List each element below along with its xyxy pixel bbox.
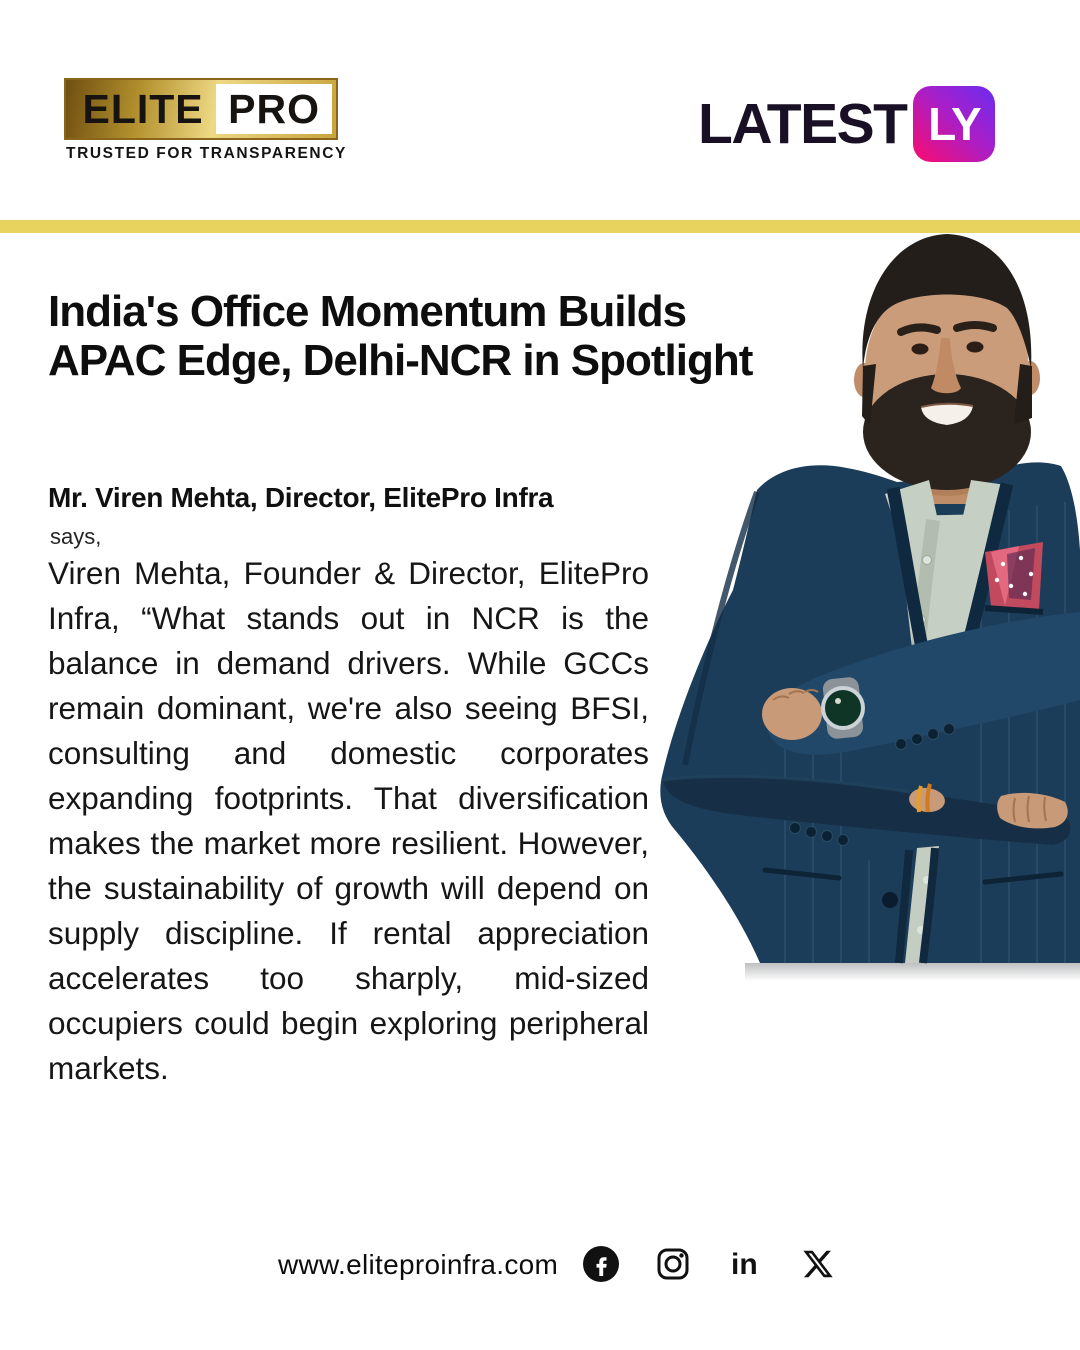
jacket-button <box>882 892 898 908</box>
elitepro-tagline: TRUSTED FOR TRANSPARENCY <box>66 145 347 162</box>
pocket-square <box>985 542 1043 612</box>
says-label: says, <box>50 524 102 549</box>
website-url[interactable]: www.eliteproinfra.com <box>278 1249 559 1280</box>
x-icon[interactable] <box>799 1245 837 1283</box>
headline: India's Office Momentum Builds APAC Edge, Delhi-NCR in Spotlight <box>48 287 753 385</box>
latestly-logo <box>698 84 995 164</box>
linkedin-icon[interactable] <box>726 1245 764 1283</box>
elitepro-logo <box>64 78 338 140</box>
elitepro-logo-elite: ELITE <box>82 85 204 132</box>
eyebrow-right <box>957 325 993 328</box>
instagram-icon[interactable] <box>654 1245 692 1283</box>
eye-left <box>912 344 929 355</box>
byline: Mr. Viren Mehta, Director, ElitePro Infra <box>48 482 554 513</box>
latestly-badge: LY <box>913 86 995 162</box>
svg-text:in: in <box>731 1248 758 1281</box>
wrist-watch <box>822 676 864 739</box>
elitepro-logo-pro: PRO <box>216 84 332 134</box>
facebook-icon[interactable] <box>582 1245 620 1283</box>
quote-text: Viren Mehta, Founder & Director, ElitePro Infra, “What stands out in NCR is the balance in demand drivers. While GCCs remain dominant, we're also seeing BFSI, consulting and domestic corporates expanding footprints. That diversification makes the market more resilient. However, the sustainability of growth will depend on supply discipline. If rental appreciation accelerates too sharply, mid-sized occupiers could begin exploring peripheral markets. <box>48 555 649 1086</box>
eye-right <box>967 342 984 353</box>
portrait-photo <box>655 220 1080 983</box>
hand-fist <box>762 688 822 740</box>
latestly-wordmark: LATEST <box>698 92 907 156</box>
eyebrow-left <box>901 327 937 332</box>
